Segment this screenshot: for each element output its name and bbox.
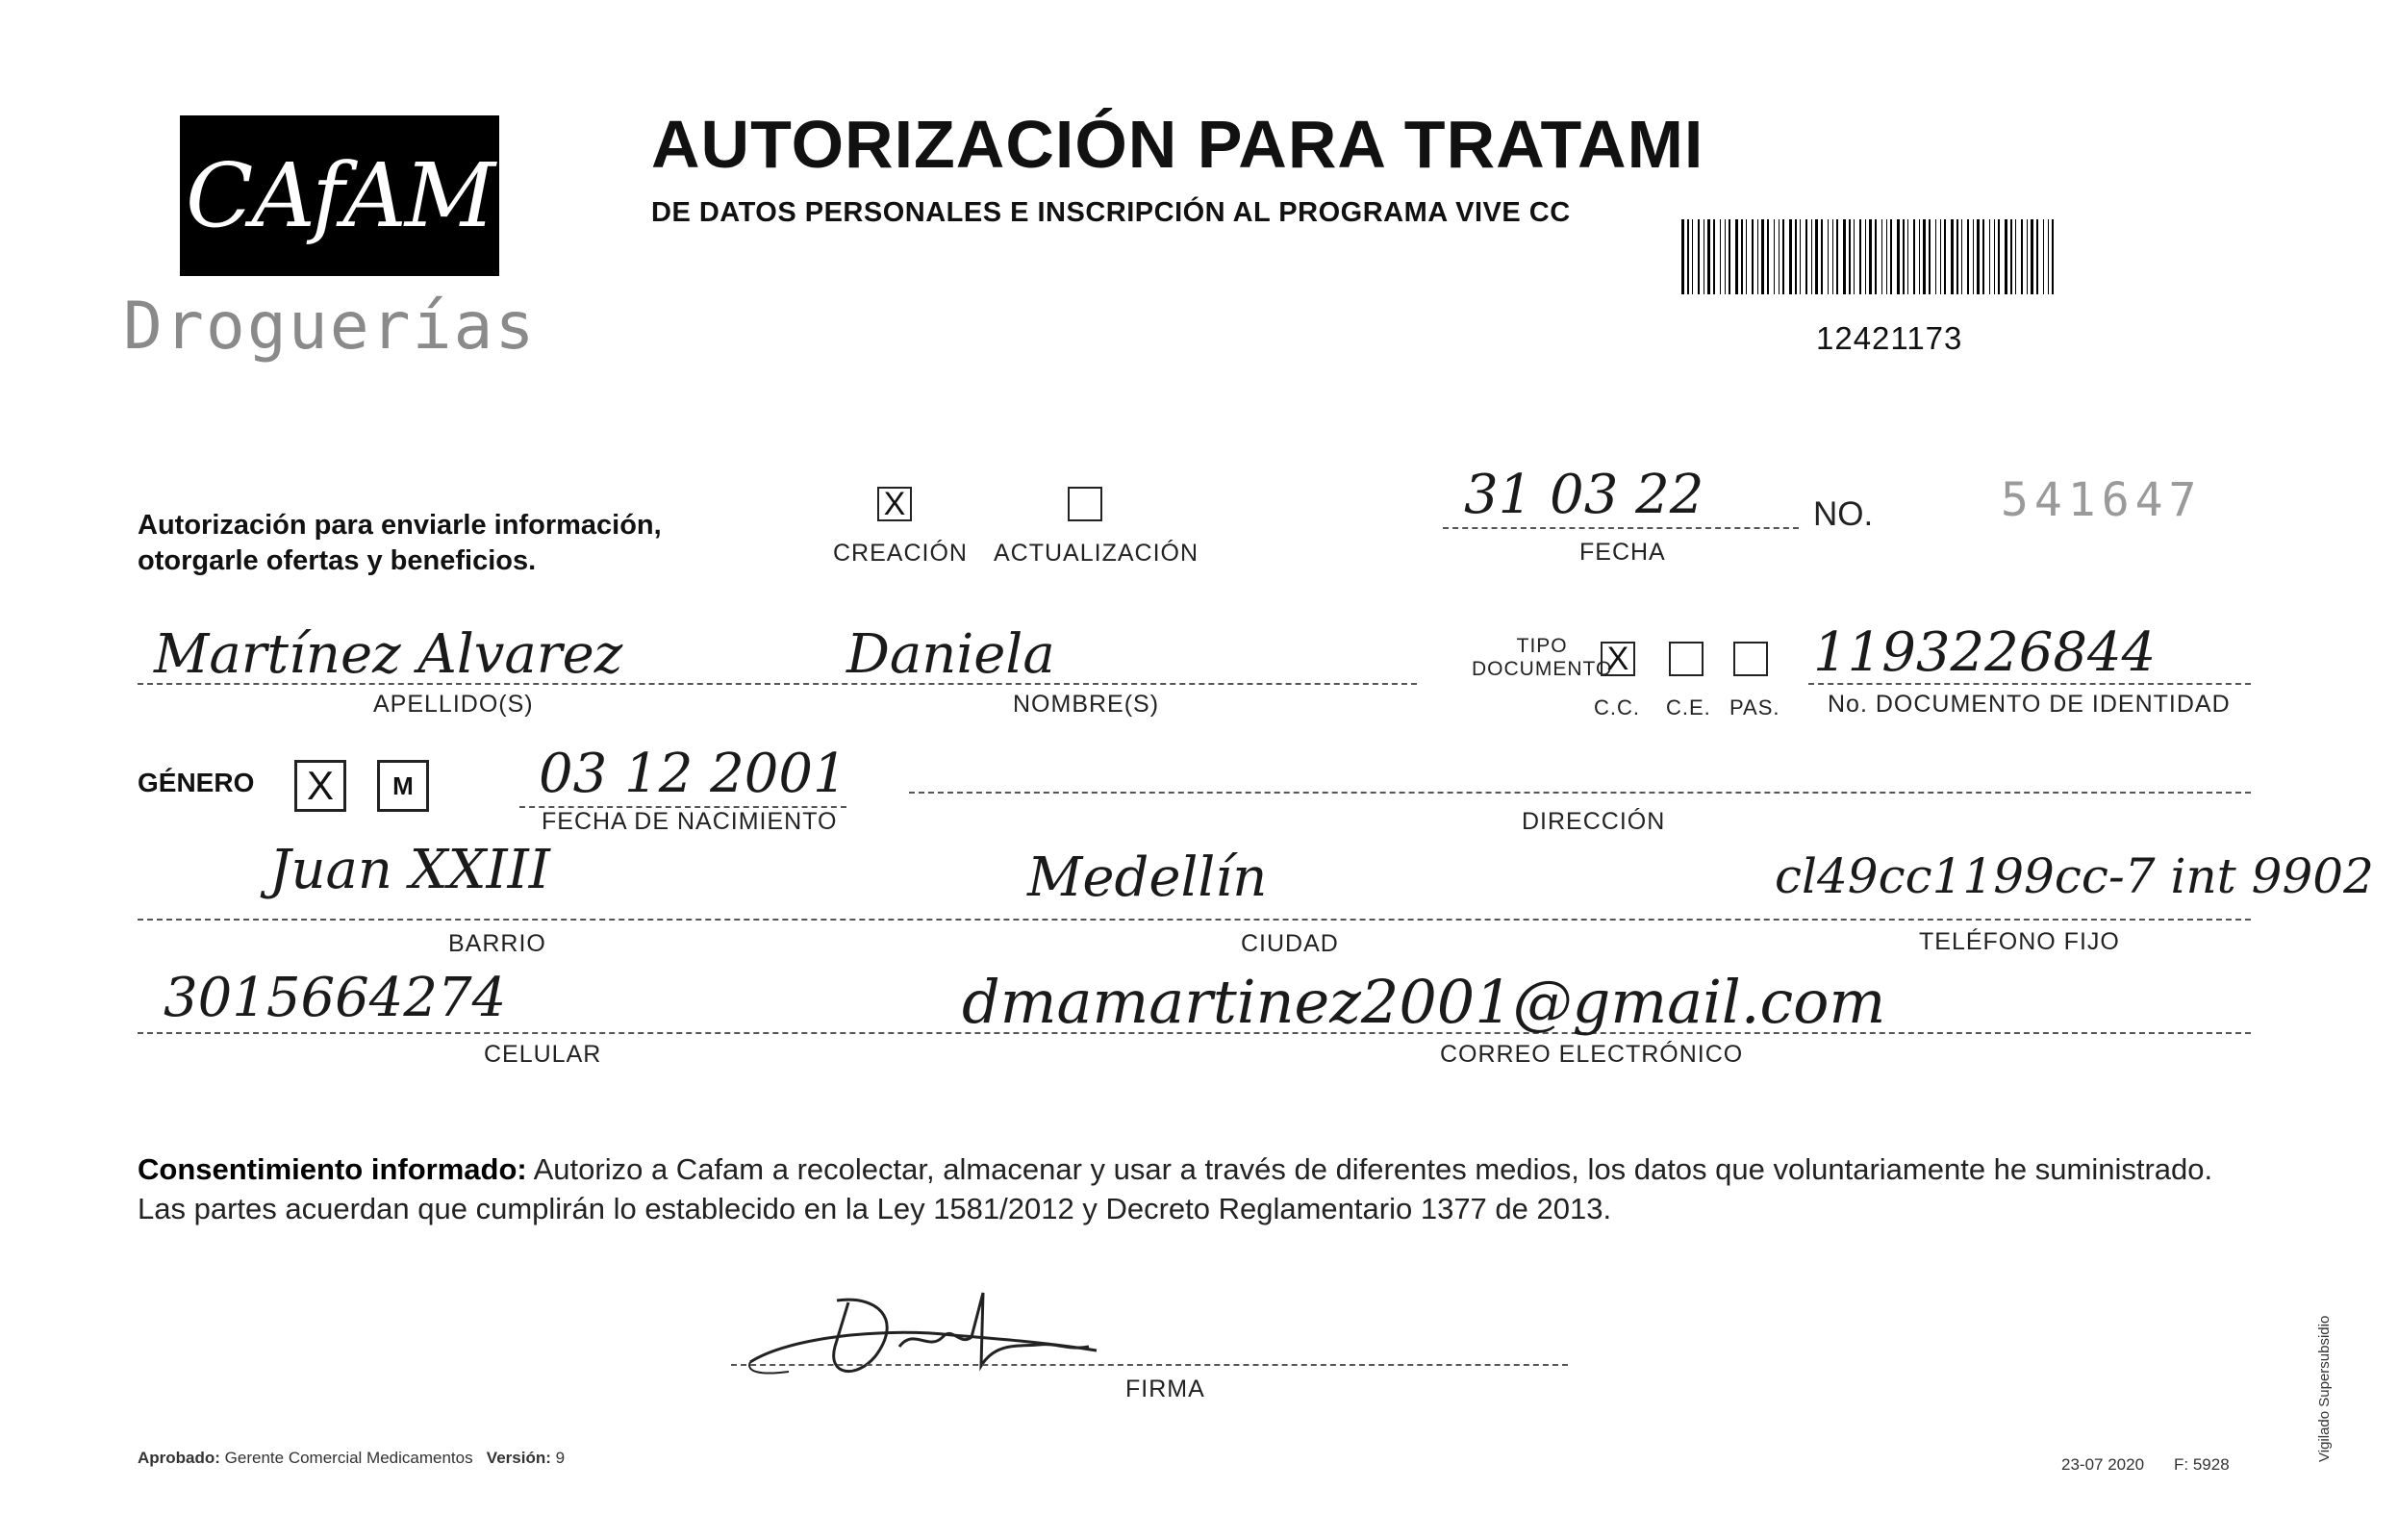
aprobado-value: Gerente Comercial Medicamentos — [224, 1449, 473, 1467]
authorization-text — [138, 508, 662, 579]
celular-value[interactable]: 3015664274 — [164, 967, 507, 1029]
pas-checkbox[interactable] — [1733, 642, 1768, 676]
aprobado-label: Aprobado: — [138, 1449, 220, 1467]
celular-label: CELULAR — [484, 1041, 602, 1068]
documento-line — [1808, 683, 2251, 685]
aprobado-footer — [138, 1449, 565, 1468]
no-label: NO. — [1813, 495, 1874, 533]
footer-date: 23-07 2020 — [2061, 1455, 2145, 1474]
nombres-label: NOMBRE(S) — [1013, 691, 1160, 718]
barcode — [1681, 219, 2058, 294]
footer-form-code: F: 5928 — [2174, 1455, 2230, 1474]
cc-label: C.C. — [1594, 695, 1640, 720]
barcode-number: 12421173 — [1816, 320, 1963, 356]
authorization-line-1: Autorización para enviarle información, — [138, 510, 662, 541]
consent-paragraph — [138, 1149, 2234, 1228]
barrio-value[interactable]: Juan XXIII — [269, 839, 550, 901]
creacion-checkbox[interactable]: X — [877, 487, 912, 521]
form-subtitle: DE DATOS PERSONALES E INSCRIPCIÓN AL PROGRAMA VIVE CC — [651, 197, 1571, 228]
direccion-line[interactable] — [909, 792, 2251, 794]
telefono-label: TELÉFONO FIJO — [1919, 928, 2120, 955]
logo-subtitle: Droguerías — [123, 289, 537, 365]
form-title: AUTORIZACIÓN PARA TRATAMI — [651, 107, 1704, 182]
documento-value[interactable]: 1193226844 — [1813, 621, 2157, 684]
pas-label: PAS. — [1729, 695, 1780, 720]
firma-label: FIRMA — [1125, 1376, 1205, 1402]
apellidos-label: APELLIDO(S) — [373, 691, 534, 718]
ciudad-label: CIUDAD — [1241, 930, 1339, 957]
actualizacion-checkbox[interactable] — [1068, 487, 1102, 521]
side-vigilado-text: Vigilado Supersubsidio — [2316, 1315, 2333, 1462]
barrio-label: BARRIO — [448, 930, 546, 957]
nombres-value[interactable]: Daniela — [846, 623, 1055, 686]
version-label: Versión: — [486, 1449, 551, 1467]
fecha-value[interactable]: 31 03 22 — [1464, 464, 1704, 526]
authorization-line-2: otorgarle ofertas y beneficios. — [138, 545, 537, 576]
direccion-label: DIRECCIÓN — [1522, 808, 1666, 835]
consent-heading: Consentimiento informado: — [138, 1152, 527, 1186]
creacion-label: CREACIÓN — [833, 540, 968, 567]
tipo-documento-label — [1472, 635, 1612, 681]
birth-label: FECHA DE NACIMIENTO — [542, 808, 838, 835]
tipo-label-2: DOCUMENTO — [1472, 658, 1613, 680]
telefono-value[interactable]: cl49cc1199cc-7 int 9902 — [1775, 848, 2374, 904]
fecha-label: FECHA — [1579, 539, 1666, 566]
version-value: 9 — [555, 1449, 566, 1467]
apellidos-value[interactable]: Martínez Alvarez — [154, 623, 623, 686]
signature-image — [731, 1279, 1154, 1395]
genero-m-box[interactable]: M — [377, 760, 429, 812]
documento-label: No. DOCUMENTO DE IDENTIDAD — [1828, 691, 2231, 718]
consent-text: Autorizo a Cafam a recolectar, almacenar y usar a través de diferentes medios, los datos que voluntariamente he suministrado. Las partes acuerdan que cumplirán lo establecido en la Ley 1581/2012 y Decreto Reglamentario 1377 de 2013. — [138, 1152, 2213, 1225]
actualizacion-label: ACTUALIZACIÓN — [994, 540, 1199, 567]
cafam-logo — [180, 115, 499, 276]
tipo-label-1: TIPO — [1516, 635, 1568, 657]
cc-checkbox[interactable]: X — [1601, 642, 1635, 676]
fecha-line — [1443, 527, 1799, 529]
location-line — [138, 919, 2251, 921]
ciudad-value[interactable]: Medellín — [1027, 846, 1268, 909]
firma-line[interactable] — [731, 1364, 1568, 1366]
ce-label: C.E. — [1666, 695, 1711, 720]
correo-label: CORREO ELECTRÓNICO — [1440, 1041, 1744, 1068]
no-value: 541647 — [2001, 473, 2203, 527]
genero-f-box[interactable]: X — [294, 760, 346, 812]
ce-checkbox[interactable] — [1669, 642, 1704, 676]
logo-text: CAfAM — [186, 144, 493, 247]
names-line — [138, 683, 1417, 685]
birth-value[interactable]: 03 12 2001 — [539, 743, 847, 805]
genero-label: GÉNERO — [138, 768, 255, 797]
correo-value[interactable]: dmamartinez2001@gmail.com — [962, 967, 1886, 1037]
